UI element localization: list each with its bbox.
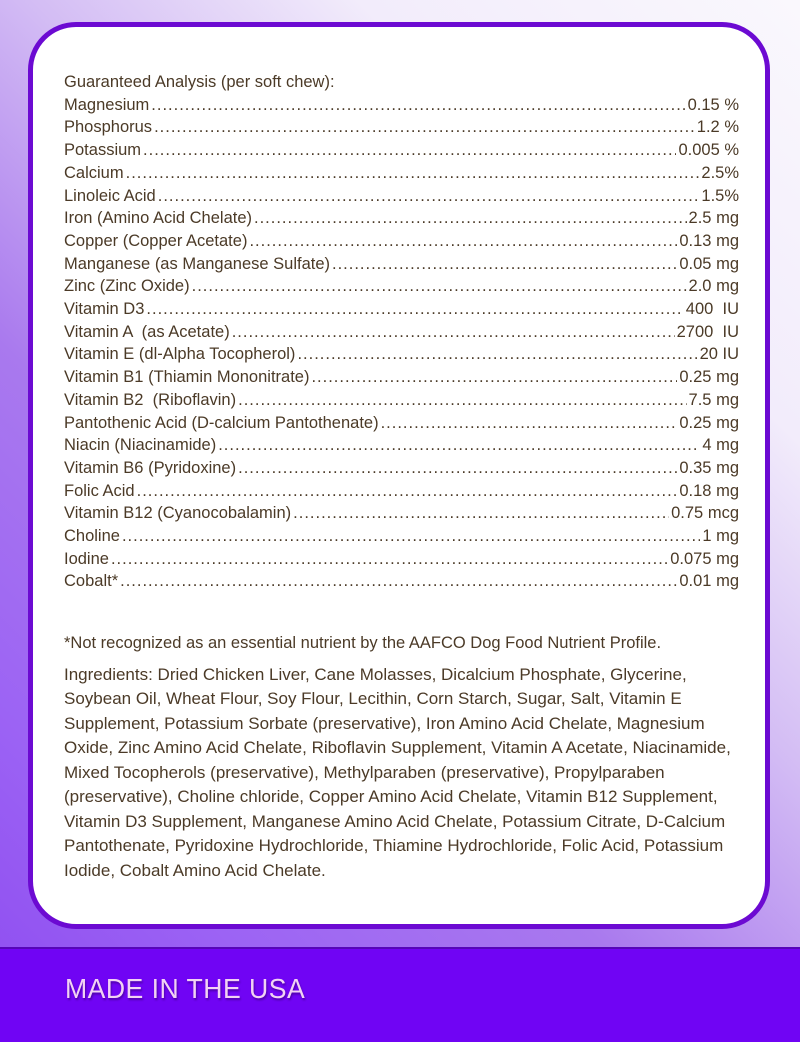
dot-leader bbox=[332, 253, 677, 276]
nutrient-name: Calcium bbox=[64, 163, 124, 182]
nutrient-name: Vitamin B12 (Cyanocobalamin) bbox=[64, 504, 292, 523]
analysis-row bbox=[64, 343, 739, 366]
dot-leader bbox=[249, 230, 677, 253]
nutrient-name: Vitamin B6 (Pyridoxine) bbox=[64, 458, 237, 477]
analysis-row bbox=[64, 457, 739, 480]
dot-leader bbox=[143, 139, 676, 162]
dot-leader bbox=[120, 570, 677, 593]
dot-leader bbox=[311, 366, 677, 389]
panel-title: Guaranteed Analysis (per soft chew): bbox=[64, 73, 335, 91]
nutrient-name: Manganese (as Manganese Sulfate) bbox=[64, 254, 330, 273]
analysis-row bbox=[64, 253, 739, 276]
made-in-usa-text: MADE IN THE USA bbox=[65, 973, 306, 1004]
dot-leader bbox=[137, 480, 678, 503]
nutrient-value: 7.5 mg bbox=[688, 390, 739, 409]
analysis-rows bbox=[64, 94, 739, 593]
dot-leader bbox=[218, 434, 700, 457]
dot-leader bbox=[146, 298, 683, 321]
dot-leader bbox=[238, 389, 686, 412]
nutrient-name: Niacin (Niacinamide) bbox=[64, 436, 217, 455]
nutrient-name: Choline bbox=[64, 527, 120, 546]
nutrient-value: 20 IU bbox=[699, 345, 739, 364]
nutrient-name: Iron (Amino Acid Chelate) bbox=[64, 209, 253, 228]
nutrient-value: 1 mg bbox=[702, 527, 739, 546]
nutrient-name: Pantothenic Acid (D-calcium Pantothenate) bbox=[64, 413, 379, 432]
nutrient-name: Folic Acid bbox=[64, 481, 135, 500]
nutrient-value: 0.01 mg bbox=[679, 572, 739, 591]
nutrient-value: 0.18 mg bbox=[679, 481, 739, 500]
aafco-footnote: *Not recognized as an essential nutrient by the AAFCO Dog Food Nutrient Profile. bbox=[64, 634, 662, 653]
nutrient-value: 0.75 mcg bbox=[671, 504, 739, 523]
nutrient-value: 1.5% bbox=[701, 186, 739, 205]
analysis-row bbox=[64, 230, 739, 253]
nutrient-value: 1.2 % bbox=[696, 118, 739, 137]
dot-leader bbox=[254, 207, 687, 230]
nutrient-value: 0.15 % bbox=[687, 95, 739, 114]
made-in-usa-bar bbox=[0, 947, 800, 1042]
analysis-row bbox=[64, 434, 739, 457]
nutrient-value: 0.25 mg bbox=[679, 368, 739, 387]
analysis-row bbox=[64, 570, 739, 593]
dot-leader bbox=[238, 457, 677, 480]
analysis-row bbox=[64, 548, 739, 571]
analysis-row bbox=[64, 502, 739, 525]
analysis-row bbox=[64, 139, 739, 162]
nutrient-value: 2.0 mg bbox=[688, 277, 739, 296]
dot-leader bbox=[158, 185, 700, 208]
guaranteed-analysis-panel bbox=[28, 22, 770, 929]
dot-leader bbox=[297, 343, 697, 366]
dot-leader bbox=[293, 502, 669, 525]
analysis-row bbox=[64, 185, 739, 208]
dot-leader bbox=[111, 548, 668, 571]
analysis-row bbox=[64, 366, 739, 389]
nutrient-value: 2700 IU bbox=[676, 322, 739, 341]
analysis-row bbox=[64, 412, 739, 435]
nutrient-name: Vitamin D3 bbox=[64, 300, 145, 319]
dot-leader bbox=[232, 321, 675, 344]
analysis-row bbox=[64, 298, 739, 321]
nutrient-name: Cobalt* bbox=[64, 572, 119, 591]
dot-leader bbox=[151, 94, 685, 117]
nutrient-value: 4 mg bbox=[702, 436, 739, 455]
nutrient-name: Vitamin E (dl-Alpha Tocopherol) bbox=[64, 345, 296, 364]
analysis-row bbox=[64, 389, 739, 412]
nutrient-name: Phosphorus bbox=[64, 118, 153, 137]
nutrient-name: Linoleic Acid bbox=[64, 186, 156, 205]
analysis-row bbox=[64, 321, 739, 344]
nutrient-name: Vitamin B1 (Thiamin Mononitrate) bbox=[64, 368, 310, 387]
nutrient-value: 0.075 mg bbox=[670, 549, 739, 568]
nutrient-name: Potassium bbox=[64, 141, 142, 160]
dot-leader bbox=[154, 116, 695, 139]
nutrient-value: 0.005 % bbox=[678, 141, 739, 160]
nutrient-value: 0.05 mg bbox=[679, 254, 739, 273]
nutrient-name: Magnesium bbox=[64, 95, 150, 114]
nutrient-value: 0.35 mg bbox=[679, 458, 739, 477]
dot-leader bbox=[192, 275, 687, 298]
dot-leader bbox=[122, 525, 700, 548]
nutrient-name: Copper (Copper Acetate) bbox=[64, 231, 248, 250]
analysis-row bbox=[64, 162, 739, 185]
nutrient-value: 2.5 mg bbox=[688, 209, 739, 228]
analysis-row bbox=[64, 525, 739, 548]
analysis-row bbox=[64, 94, 739, 117]
nutrient-value: 0.25 mg bbox=[679, 413, 739, 432]
nutrient-value: 0.13 mg bbox=[679, 231, 739, 250]
analysis-row bbox=[64, 275, 739, 298]
ingredients-paragraph: Ingredients: Dried Chicken Liver, Cane Molasses, Dicalcium Phosphate, Glycerine, Soybean Oil, Wheat Flour, Soy Flour, Lecithin, Corn Starch, Sugar, Salt, Vitamin E Supplement, Potassium Sorbate (preservative), Iron Amino Acid Chelate, Magnesium Oxide, Zinc Amino Acid Chelate, Riboflavin Supplement, Vitamin A Acetate, Niacinamide, Mixed Tocopherols (preservative), Methylparaben (preservative), Propylparaben (preservative), Choline chloride, Copper Amino Acid Chelate, Vitamin B12 Supplement, Vitamin D3 Supplement, Manganese Amino Acid Chelate, Potassium Citrate, D-Calcium Pantothenate, Pyridoxine Hydrochloride, Thiamine Hydrochloride, Folic Acid, Potassium Iodide, Cobalt Amino Acid Chelate. bbox=[64, 664, 731, 880]
nutrient-name: Zinc (Zinc Oxide) bbox=[64, 277, 190, 296]
nutrient-name: Vitamin A (as Acetate) bbox=[64, 322, 230, 341]
nutrient-value: 2.5% bbox=[701, 163, 739, 182]
nutrient-value: 400 IU bbox=[685, 300, 739, 319]
dot-leader bbox=[126, 162, 700, 185]
analysis-row bbox=[64, 480, 739, 503]
nutrient-name: Iodine bbox=[64, 549, 109, 568]
analysis-row bbox=[64, 116, 739, 139]
dot-leader bbox=[381, 412, 678, 435]
nutrient-name: Vitamin B2 (Riboflavin) bbox=[64, 390, 237, 409]
analysis-row bbox=[64, 207, 739, 230]
